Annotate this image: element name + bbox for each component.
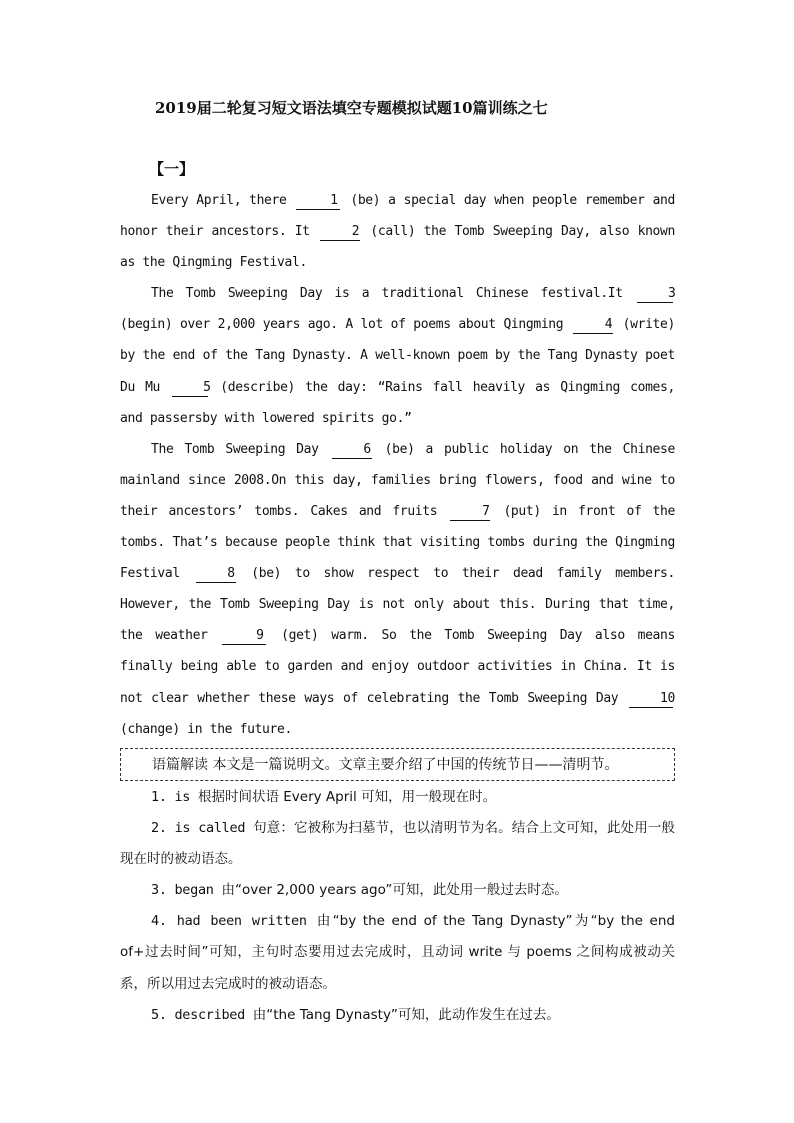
answer-key: 2. is called [151, 820, 254, 837]
blank-5: 5 [172, 380, 208, 397]
passage-text: (describe) the day: “Rains fall heavily as Qingming comes, and passersby with lowered spirits go.” [120, 379, 675, 426]
passage-text: (be) a public holiday on the Chinese mainland since 2008.On this day, families bring flowers, food and wine to their ancestors’ tombs. Cakes and fruits [120, 441, 675, 519]
passage-text: (put) in front of the tombs. That’s because people think that visiting tombs during the Qingming Festival [120, 503, 675, 582]
blank-4: 4 [573, 317, 613, 334]
passage-text: Every April, there [151, 193, 295, 208]
analysis-box: 语篇解读 本文是一篇说明文。文章主要介绍了中国的传统节日——清明节。 [120, 748, 675, 781]
section-label: 【一】 [149, 160, 195, 178]
blank-6: 6 [332, 442, 372, 459]
answer-key: 5. described [151, 1006, 253, 1023]
passage-text: (be) to show respect to their dead family members. However, the Tomb Sweeping Day is not only about this. During that time, the weather [120, 566, 675, 644]
blank-8: 8 [196, 566, 236, 583]
passage-text: (begin) over 2,000 years ago. A lot of poems about Qingming [120, 317, 571, 333]
blank-3: 3 [637, 286, 673, 303]
answer-key: 3. began [151, 882, 222, 899]
passage-text: (write) by the end of the Tang Dynasty. A well-known poem by the Tang Dynasty poet Du Mu [120, 317, 675, 395]
blank-10: 10 [629, 691, 673, 708]
answer-key: 1. is [151, 789, 198, 805]
passage-paragraph-3 [120, 434, 675, 745]
passage [120, 185, 675, 745]
answer-list [120, 782, 675, 1031]
answer-explanation: 由“the Tang Dynasty”可知，此动作发生在过去。 [252, 1006, 560, 1023]
answer-key: 4. had been written [151, 913, 317, 930]
passage-text: (change) in the future. [120, 721, 292, 737]
answer-explanation: 句意：它被称为扫墓节，也以清明节为名。结合上文可知，此处用一般现在时的被动语态。 [120, 820, 676, 868]
answer-explanation: 由“over 2,000 years ago”可知，此处用一般过去时态。 [221, 882, 568, 899]
blank-9: 9 [222, 628, 266, 645]
passage-text: (get) warm. So the Tomb Sweeping Day also means finally being able to garden and enjoy outdoor activities in China. It is not clear whether these ways of celebrating the Tomb Sweeping Day [120, 628, 675, 706]
passage-paragraph-1 [120, 185, 675, 278]
answer-explanation: 由“by the end of the Tang Dynasty”为“by the end of+过去时间”可知，主句时态要用过去完成时，且动词 write 与 poems 之间构成被动关系，所以用过去完成时的被动语态。 [120, 913, 675, 992]
passage-text: The Tomb Sweeping Day is a traditional Chinese festival.It [151, 286, 635, 302]
answer-item [120, 906, 675, 999]
document-title: 2019届二轮复习短文语法填空专题模拟试题10篇训练之七 [155, 99, 548, 117]
answer-item [120, 875, 675, 906]
blank-2: 2 [320, 224, 360, 241]
answer-explanation: 根据时间状语 Every April 可知，用一般现在时。 [197, 789, 497, 805]
passage-text: (call) the Tomb Sweeping Day, also known as the Qingming Festival. [120, 224, 675, 271]
blank-7: 7 [450, 504, 490, 521]
blank-1: 1 [296, 193, 340, 210]
passage-text: (be) a special day when people remember and honor their ancestors. It [120, 193, 675, 240]
answer-item [120, 1000, 675, 1031]
passage-text: The Tomb Sweeping Day [151, 441, 330, 457]
passage-paragraph-2 [120, 278, 675, 433]
answer-item [120, 782, 675, 813]
answer-item [120, 813, 675, 875]
